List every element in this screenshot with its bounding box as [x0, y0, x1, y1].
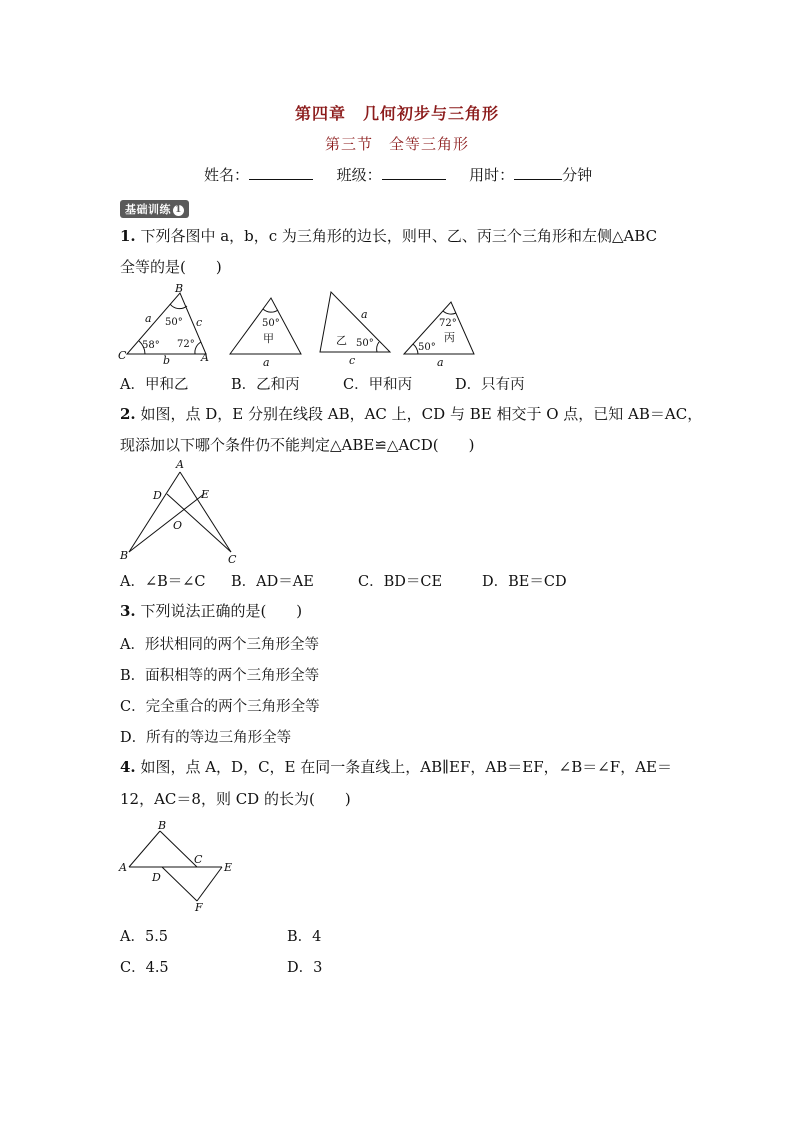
- class-blank[interactable]: [382, 165, 446, 180]
- q4-label-D: D: [152, 871, 161, 884]
- section-title: 第三节 全等三角形: [324, 135, 469, 153]
- bing-angle-72: 72°: [439, 318, 457, 329]
- q2-option-d[interactable]: D．BE＝CD: [482, 574, 567, 590]
- q1-option-a[interactable]: A．甲和乙: [120, 377, 189, 393]
- q3-number: 3.: [120, 602, 136, 620]
- q2-option-c[interactable]: C．BD＝CE: [358, 574, 443, 590]
- q1-option-d[interactable]: D．只有丙: [455, 377, 525, 393]
- q3-option-d[interactable]: D．所有的等边三角形全等: [120, 730, 292, 746]
- q4-option-c[interactable]: C．4.5: [120, 960, 169, 976]
- q2-line2: 现添加以下哪个条件仍不能判定△ABE≌△ACD( ): [120, 436, 475, 454]
- q3-option-c[interactable]: C．完全重合的两个三角形全等: [120, 699, 320, 715]
- student-info-line: [204, 164, 592, 185]
- q1-line1: [120, 226, 657, 246]
- q3-option-b[interactable]: B．面积相等的两个三角形全等: [120, 668, 320, 684]
- label-B: B: [175, 282, 184, 295]
- q1-number: 1.: [120, 227, 136, 245]
- label-a: a: [145, 312, 152, 325]
- angle-a-72: 72°: [177, 339, 195, 350]
- bing-name: 丙: [444, 331, 455, 344]
- badge-number: 1: [173, 205, 184, 216]
- q3-option-a[interactable]: A．形状相同的两个三角形全等: [120, 637, 319, 653]
- q4-label-E: E: [224, 861, 233, 874]
- q1-option-b[interactable]: B．乙和丙: [231, 377, 300, 393]
- q2-figure: [115, 455, 245, 570]
- q4-label-C: C: [194, 853, 203, 866]
- q4-option-a[interactable]: A．5.5: [120, 929, 169, 945]
- q2-option-a[interactable]: A．∠B＝∠C: [120, 574, 206, 590]
- q4-option-b[interactable]: B．4: [287, 929, 322, 945]
- class-label: 班级：: [336, 166, 382, 184]
- q1-figure: [115, 280, 485, 370]
- q4-number: 4.: [120, 758, 136, 776]
- q4-label-A: A: [119, 861, 127, 874]
- yi-side-a: a: [361, 308, 368, 321]
- label-b: b: [163, 354, 171, 367]
- q2-label-O: O: [173, 519, 183, 532]
- label-A: A: [201, 351, 209, 364]
- q2-line1: [120, 404, 702, 424]
- q2-option-b[interactable]: B．AD＝AE: [231, 574, 314, 590]
- q4-line2: 12，AC＝8，则 CD 的长为( ): [120, 790, 351, 808]
- q1-option-c[interactable]: C．甲和丙: [343, 377, 413, 393]
- q1-line2: 全等的是( ): [120, 258, 222, 276]
- time-blank[interactable]: [514, 165, 562, 180]
- q4-label-F: F: [195, 901, 203, 913]
- yi-angle: 50°: [356, 338, 374, 349]
- q4-figure: [115, 818, 245, 913]
- yi-name: 乙: [336, 334, 347, 347]
- q2-label-A: A: [176, 458, 184, 471]
- q2-label-E: E: [201, 488, 210, 501]
- triangle-yi: [320, 292, 390, 352]
- q2-label-B: B: [120, 549, 129, 562]
- jia-side-a: a: [263, 356, 270, 369]
- q3-text-1: 下列说法正确的是( ): [140, 602, 303, 620]
- q2-label-C: C: [228, 553, 237, 566]
- q4-text-1: 如图，点 A，D，C，E 在同一条直线上，AB∥EF，AB＝EF，∠B＝∠F，AE＝: [140, 758, 672, 776]
- angle-c-58: 58°: [142, 340, 160, 351]
- q1-text-1: 下列各图中 a，b，c 为三角形的边长，则甲、乙、丙三个三角形和左侧△ABC: [140, 227, 658, 245]
- bing-side-a: a: [437, 356, 444, 369]
- q4-option-d[interactable]: D．3: [287, 960, 323, 976]
- badge-label: 基础训练: [125, 203, 171, 216]
- label-C: C: [118, 349, 127, 362]
- time-label: 用时：: [469, 166, 515, 184]
- jia-angle: 50°: [262, 318, 280, 329]
- q2-label-D: D: [153, 489, 162, 502]
- yi-side-c: c: [349, 354, 356, 367]
- label-c: c: [196, 316, 203, 329]
- bing-angle-50: 50°: [418, 342, 436, 353]
- q2-text-1: 如图，点 D，E 分别在线段 AB，AC 上，CD 与 BE 相交于 O 点，已知 AB＝AC，: [140, 405, 703, 423]
- section-badge: [120, 200, 189, 218]
- jia-name: 甲: [263, 332, 274, 345]
- q4-label-B: B: [158, 819, 167, 832]
- time-unit: 分钟: [562, 166, 593, 184]
- angle-b-50: 50°: [165, 317, 183, 328]
- q4-line1: [120, 757, 672, 777]
- name-blank[interactable]: [249, 165, 313, 180]
- name-label: 姓名：: [204, 166, 250, 184]
- q2-number: 2.: [120, 405, 136, 423]
- chapter-title: 第四章 几何初步与三角形: [294, 104, 499, 123]
- q3-line1: [120, 601, 302, 621]
